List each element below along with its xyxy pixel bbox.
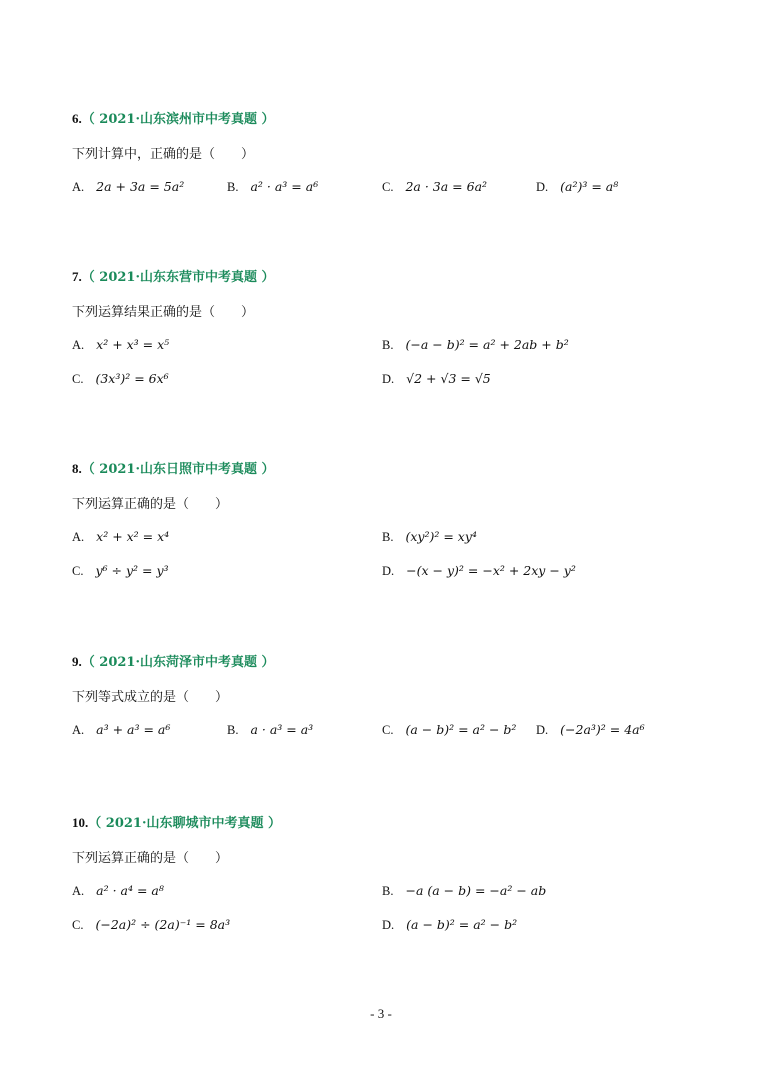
options xyxy=(72,529,722,581)
option-label: D. xyxy=(536,723,549,737)
question-7 xyxy=(72,268,722,405)
question-source: （ 2021·山东聊城市中考真题 ） xyxy=(88,816,282,831)
options xyxy=(72,722,722,740)
option-a xyxy=(72,337,169,353)
option-label: A. xyxy=(72,884,85,898)
question-header xyxy=(72,110,722,129)
option-c xyxy=(382,179,487,195)
question-header xyxy=(72,814,722,833)
option-a xyxy=(72,722,170,738)
option-label: D. xyxy=(382,918,395,932)
option-text: 2a · 3a = 6a² xyxy=(405,179,488,194)
question-source: （ 2021·山东滨州市中考真题 ） xyxy=(81,112,275,127)
option-d xyxy=(382,917,517,933)
option-text: (a − b)² = a² − b² xyxy=(406,917,518,932)
option-label: C. xyxy=(72,918,84,932)
options xyxy=(72,337,722,389)
option-b xyxy=(227,179,318,195)
option-c xyxy=(382,722,516,738)
option-text: x² + x² = x⁴ xyxy=(96,529,170,544)
option-b xyxy=(382,529,477,545)
option-text: (3x³)² = 6x⁶ xyxy=(95,371,169,386)
question-header xyxy=(72,268,722,287)
option-text: (a²)³ = a⁸ xyxy=(560,179,619,194)
option-text: (−2a)² ÷ (2a)⁻¹ = 8a³ xyxy=(95,917,231,932)
option-d xyxy=(382,563,576,579)
option-text: (a − b)² = a² − b² xyxy=(405,722,517,737)
option-text: a² · a⁴ = a⁸ xyxy=(96,883,164,898)
question-stem: 下列等式成立的是（ ） xyxy=(72,690,229,705)
option-d xyxy=(536,179,618,195)
option-text: 2a + 3a = 5a² xyxy=(96,179,185,194)
option-label: C. xyxy=(72,372,84,386)
option-label: B. xyxy=(227,723,239,737)
option-label: A. xyxy=(72,723,85,737)
option-c xyxy=(72,917,230,933)
option-a xyxy=(72,883,164,899)
question-source: （ 2021·山东日照市中考真题 ） xyxy=(81,462,275,477)
options xyxy=(72,883,722,935)
option-text: a² · a³ = a⁶ xyxy=(250,179,319,194)
question-stem: 下列运算结果正确的是（ ） xyxy=(72,305,255,320)
options xyxy=(72,179,722,197)
question-header xyxy=(72,653,722,672)
option-label: C. xyxy=(72,564,84,578)
question-source: （ 2021·山东东营市中考真题 ） xyxy=(81,270,275,285)
option-label: A. xyxy=(72,180,85,194)
option-label: B. xyxy=(382,884,394,898)
option-label: D. xyxy=(382,564,395,578)
option-text: −a (a − b) = −a² − ab xyxy=(405,883,547,898)
question-number: 9. xyxy=(72,654,82,669)
option-label: A. xyxy=(72,530,85,544)
option-label: C. xyxy=(382,180,394,194)
option-c xyxy=(72,371,169,387)
option-a xyxy=(72,179,184,195)
question-8 xyxy=(72,460,722,597)
question-stem: 下列计算中，正确的是（ ） xyxy=(72,147,255,162)
question-number: 6. xyxy=(72,111,82,126)
option-label: D. xyxy=(536,180,549,194)
option-text: (−a − b)² = a² + 2ab + b² xyxy=(405,337,569,352)
option-label: C. xyxy=(382,723,394,737)
option-text: (xy²)² = xy⁴ xyxy=(405,529,477,544)
question-header xyxy=(72,460,722,479)
option-text: √2 + √3 = √5 xyxy=(406,371,491,386)
option-text: a³ + a³ = a⁶ xyxy=(96,722,171,737)
option-label: D. xyxy=(382,372,395,386)
question-number: 8. xyxy=(72,461,82,476)
option-text: (−2a³)² = 4a⁶ xyxy=(560,722,645,737)
option-label: B. xyxy=(382,338,394,352)
page-number: - 3 - xyxy=(370,1006,392,1021)
question-number: 7. xyxy=(72,269,82,284)
option-text: x² + x³ = x⁵ xyxy=(96,337,170,352)
option-label: B. xyxy=(382,530,394,544)
option-b xyxy=(382,883,546,899)
question-number: 10. xyxy=(72,815,89,830)
option-text: y⁶ ÷ y² = y³ xyxy=(95,563,169,578)
option-label: A. xyxy=(72,338,85,352)
question-9 xyxy=(72,653,722,756)
question-6 xyxy=(72,110,722,213)
option-label: B. xyxy=(227,180,239,194)
option-text: a · a³ = a³ xyxy=(250,722,314,737)
question-stem: 下列运算正确的是（ ） xyxy=(72,851,229,866)
option-a xyxy=(72,529,169,545)
option-b xyxy=(227,722,313,738)
option-d xyxy=(536,722,645,738)
option-text: −(x − y)² = −x² + 2xy − y² xyxy=(406,563,576,578)
question-source: （ 2021·山东菏泽市中考真题 ） xyxy=(81,655,275,670)
question-10 xyxy=(72,814,722,951)
option-b xyxy=(382,337,569,353)
option-c xyxy=(72,563,169,579)
option-d xyxy=(382,371,491,387)
question-stem: 下列运算正确的是（ ） xyxy=(72,497,229,512)
